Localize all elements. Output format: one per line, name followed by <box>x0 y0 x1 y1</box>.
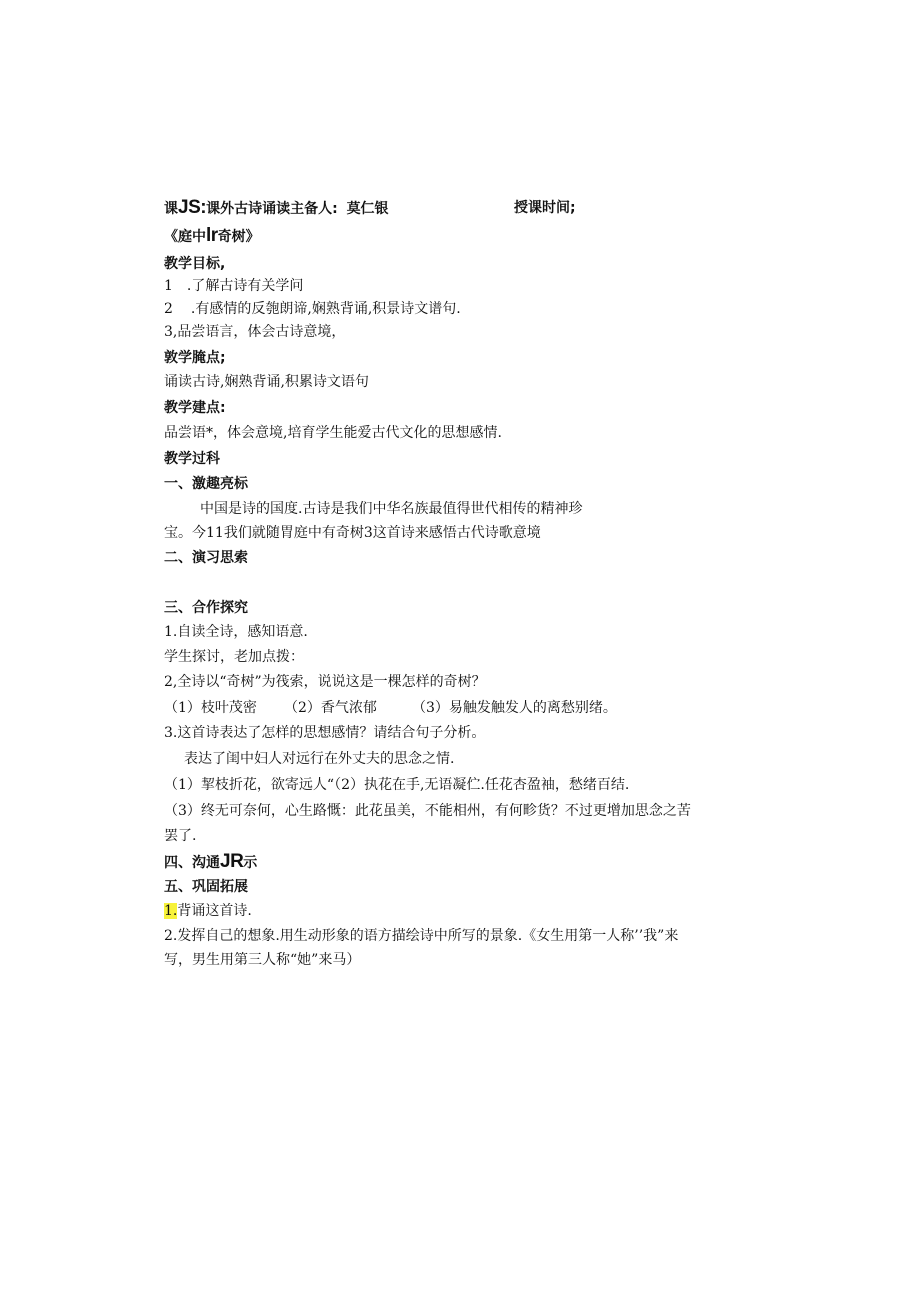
poem-title <box>164 226 260 247</box>
section-3-q1: 1.自读全诗，感知语意. <box>164 624 308 640</box>
poem-title-part1: 《庭中 <box>164 229 206 245</box>
section-4-big: JR <box>220 851 244 872</box>
section-3-q2-answer-2: （2）香气浓郁 <box>284 700 377 716</box>
header-line <box>164 198 389 219</box>
section-3-q3: 3.这首诗表达了怎样的思想感情？请结合句子分析。 <box>164 725 486 741</box>
section-1-heading: 一、激趣亮标 <box>164 476 248 492</box>
section-5-item-1 <box>164 901 252 921</box>
objective-item-2-text: .有感情的反匏朗谛,娴熟背诵,积景诗文谱句. <box>190 301 461 317</box>
objectives-heading: 教学目标, <box>164 256 226 272</box>
section-3-q3-point-2-line-1: （3）终无可奈何，心生路慨：此花虽美，不能相州，有何畛货？不过更增加思念之苦 <box>164 803 691 819</box>
key-points-text: 诵读古诗,娴熟背诵,积累诗文语句 <box>164 374 369 390</box>
section-3-q3-point-2-line-2: 罢了. <box>164 828 197 844</box>
key-points-heading: 敦学腌点; <box>164 350 226 366</box>
course-code: JS: <box>178 197 207 218</box>
poem-title-part3: 奇树》 <box>217 229 260 245</box>
objective-item-2-num: 2 <box>164 301 173 317</box>
objective-item-2 <box>164 299 461 319</box>
section-1-line-1: 中国是诗的国度.古诗是我们中华名族最值得世代相传的精神珍 <box>200 501 583 517</box>
poem-title-part2: lr <box>206 225 218 246</box>
difficulties-text: 品尝语*，体会意境,培育学生能爱古代文化的思想感情. <box>164 425 502 441</box>
section-2-heading: 二、演习思索 <box>164 550 248 566</box>
section-5-item-1-text: 背诵这首诗. <box>177 903 252 919</box>
section-3-q3-answer: 表达了闺中妇人对远行在外丈夫的思念之情. <box>184 751 455 767</box>
section-3-q2: 2,全诗以“奇树”为筏索，说说这是一棵怎样的奇树？ <box>164 674 486 690</box>
section-3-heading: 三、合作探究 <box>164 600 248 616</box>
section-3-q2-answer-3: （3）易触发触发人的离愁别绪。 <box>412 700 617 716</box>
process-heading: 教学过科 <box>164 451 220 467</box>
difficulties-heading: 教学建点: <box>164 400 226 416</box>
section-4-heading <box>164 852 257 873</box>
section-4-prefix: 四、沟通 <box>164 855 220 871</box>
section-5-item-1-num: 1. <box>164 903 178 919</box>
section-4-suffix: 示 <box>243 855 258 871</box>
section-3-q1-note: 学生探讨，老加点拨： <box>164 649 304 665</box>
section-1-line-2: 宝。今11我们就随胃庭中有奇树3这首诗来感悟古代诗歌意境 <box>164 525 541 541</box>
objective-item-1-text: .了解古诗有关学问 <box>186 278 304 294</box>
objective-item-1 <box>164 276 303 296</box>
section-5-item-2-line-2: 写，男生用第三人称“她”来马） <box>164 952 361 968</box>
preparer-name: 莫仁银 <box>346 201 389 217</box>
objective-item-1-num: 1 <box>164 278 173 294</box>
course-prefix: 课 <box>164 201 178 217</box>
course-title: 课外古诗诵读主备人: <box>206 201 338 217</box>
objective-item-3: 3,品尝语言，体会古诗意境， <box>164 324 346 340</box>
section-5-heading: 五、巩固拓展 <box>164 879 248 895</box>
section-3-q2-answer-1: （1）枝叶茂密 <box>164 700 257 716</box>
section-3-q3-point-1: （1）挈枝折花，欲寄远人“（2）执花在手,无语凝伫.任花杏盈袖，愁绪百结. <box>164 777 630 793</box>
section-5-item-2-line-1: 2.发挥自己的想象.用生动形象的语方描绘诗中所写的景象.《女生用第一人称’’我”来 <box>164 928 679 944</box>
teaching-time-label: 授课时间; <box>514 200 576 216</box>
